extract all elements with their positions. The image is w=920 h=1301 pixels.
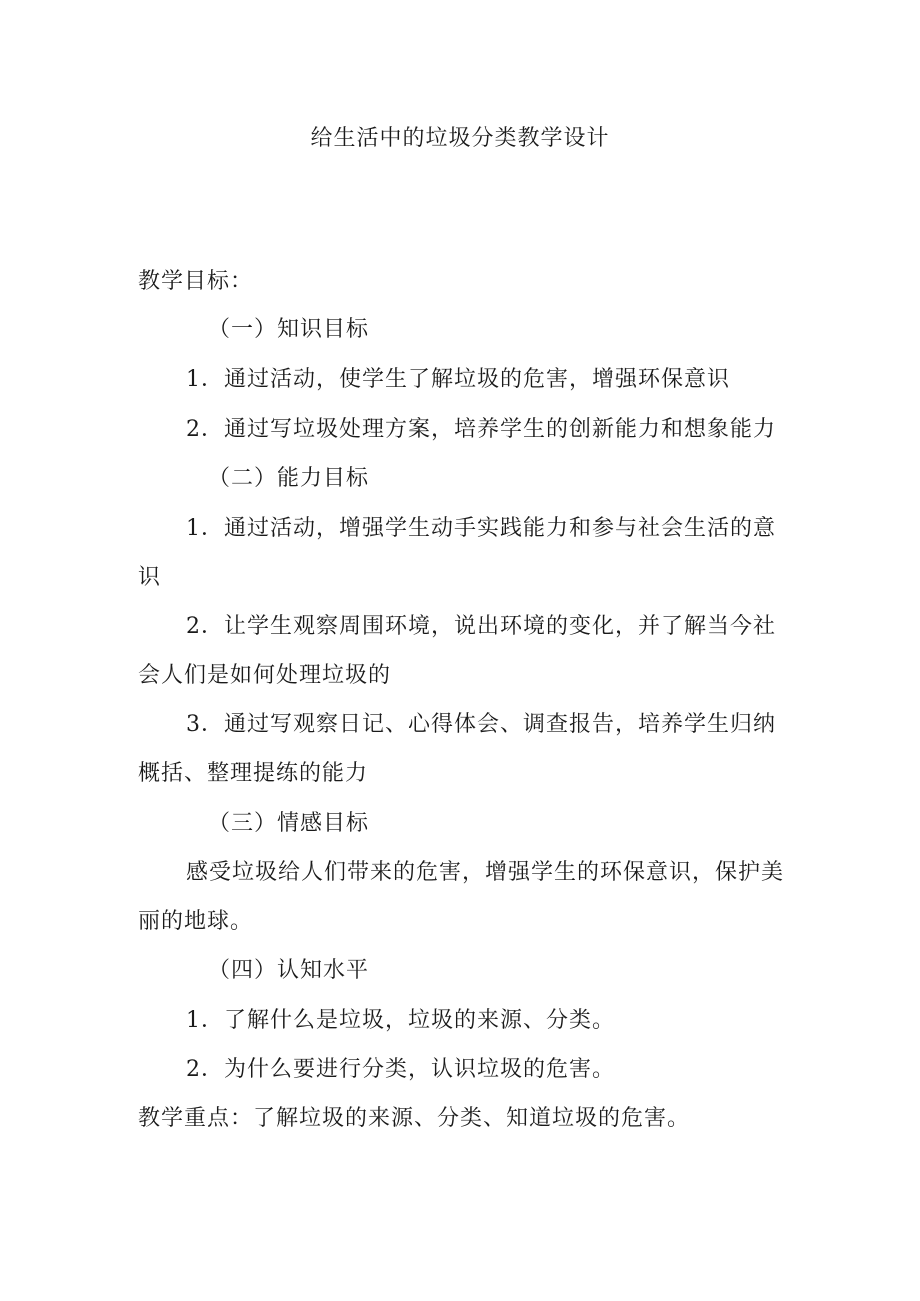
paragraph-line: 感受垃圾给人们带来的危害，增强学生的环保意识，保护美 xyxy=(186,860,785,885)
paragraph-line: 1．通过活动，使学生了解垃圾的危害，增强环保意识 xyxy=(186,367,730,392)
document-title: 给生活中的垃圾分类教学设计 xyxy=(310,126,610,151)
subheading-knowledge-goals: （一）知识目标 xyxy=(208,317,370,342)
paragraph-line: 2．让学生观察周围环境，说出环境的变化，并了解当今社 xyxy=(186,614,776,639)
paragraph-line: 识 xyxy=(138,565,162,590)
paragraph-line: 1．通过活动，增强学生动手实践能力和参与社会生活的意 xyxy=(186,516,776,541)
subheading-cognition-level: （四）认知水平 xyxy=(208,958,370,983)
paragraph-line: 会人们是如何处理垃圾的 xyxy=(138,663,392,688)
paragraph-line: 丽的地球。 xyxy=(138,909,254,934)
section-heading-teaching-goals: 教学目标： xyxy=(138,269,254,294)
paragraph-line: 3．通过写观察日记、心得体会、调查报告，培养学生归纳 xyxy=(186,712,776,737)
paragraph-line: 2．为什么要进行分类，认识垃圾的危害。 xyxy=(186,1057,615,1082)
paragraph-line: 概括、整理提练的能力 xyxy=(138,761,369,786)
subheading-emotion-goals: （三）情感目标 xyxy=(208,811,370,836)
subheading-ability-goals: （二）能力目标 xyxy=(208,466,370,491)
section-heading-teaching-focus: 教学重点：了解垃圾的来源、分类、知道垃圾的危害。 xyxy=(138,1106,691,1131)
paragraph-line: 1．了解什么是垃圾，垃圾的来源、分类。 xyxy=(186,1008,615,1033)
paragraph-line: 2．通过写垃圾处理方案，培养学生的创新能力和想象能力 xyxy=(186,417,776,442)
